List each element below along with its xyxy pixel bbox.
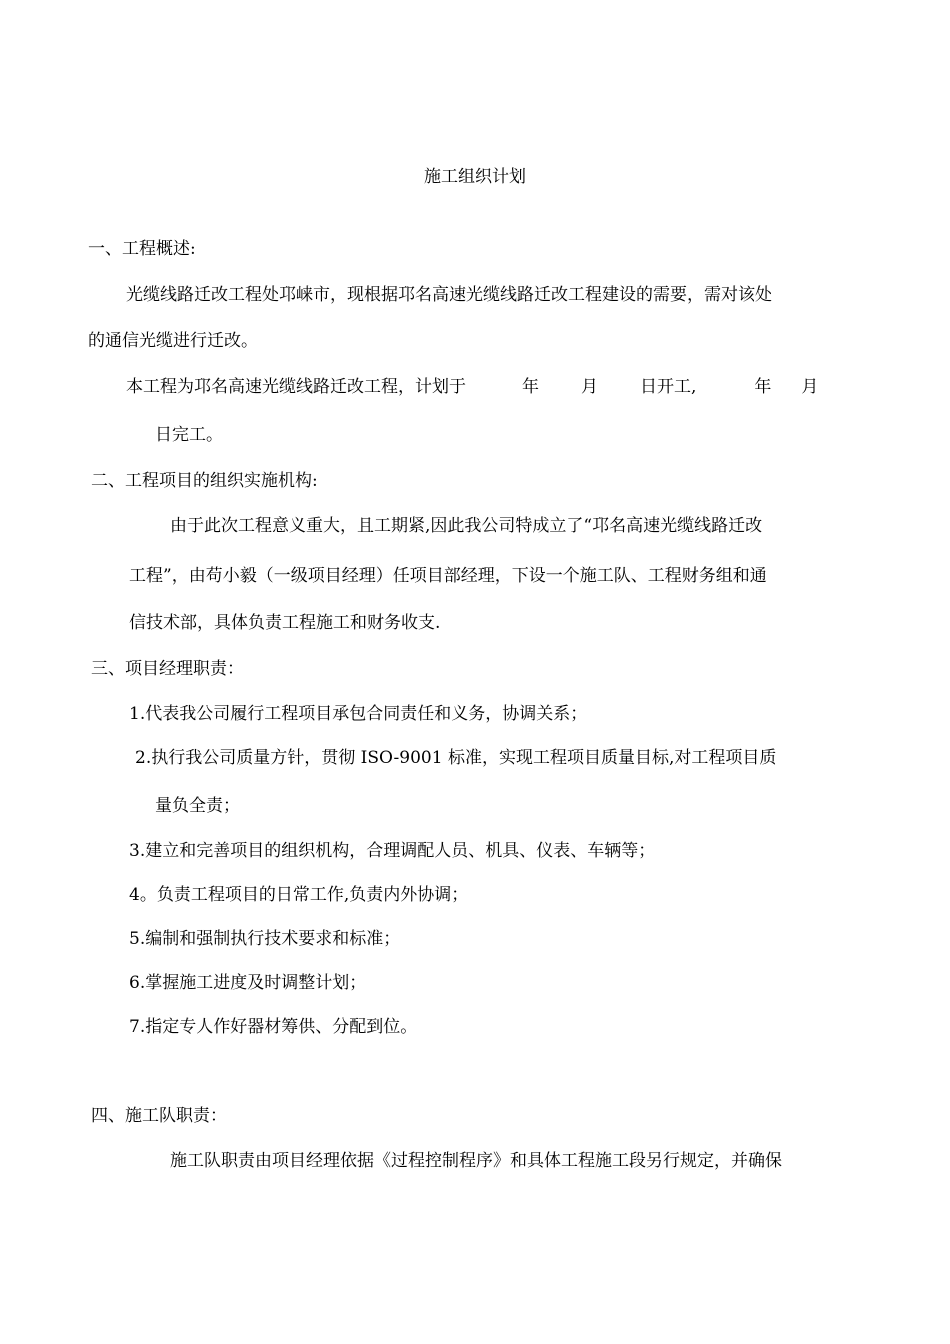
duty-item-6: 6.掌握施工进度及时调整计划； [129,973,367,993]
end-year-label: 年 [754,377,772,397]
section4-heading: 四、施工队职责： [91,1106,227,1126]
duty-item-5: 5.编制和强制执行技术要求和标准； [129,929,401,949]
section2-line1: 由于此次工程意义重大，且工期紧,因此我公司特成立了“邛名高速光缆线路迁改 [170,516,763,536]
section3-heading: 三、项目经理职责： [91,659,244,679]
section1-paragraph1-line2: 的通信光缆进行迁改。 [88,331,258,351]
section1-paragraph2-line1 [126,376,818,398]
duty-item-2-line2: 量负全责； [155,796,240,816]
duty-item-1: 1.代表我公司履行工程项目承包合同责任和义务，协调关系； [129,704,588,724]
duty-item-3: 3.建立和完善项目的组织机构，合理调配人员、机具、仪表、车辆等； [129,841,656,861]
section1-heading: 一、工程概述: [88,239,196,259]
duty-item-7: 7.指定专人作好器材筹供、分配到位。 [129,1017,418,1037]
duty-item-2-line1: 2.执行我公司质量方针，贯彻 ISO-9001 标准，实现工程项目质量目标,对工程项目质 [135,748,777,768]
section2-line2: 工程”，由苟小毅（一级项目经理）任项目部经理，下设一个施工队、工程财务组和通 [129,566,767,586]
page-title: 施工组织计划 [424,167,526,187]
section2-line3: 信技术部，具体负责工程施工和财务收支. [129,613,441,633]
section2-heading: 二、工程项目的组织实施机构: [91,471,318,491]
schedule-text: 本工程为邛名高速光缆线路迁改工程，计划于 [126,377,466,397]
section4-line1: 施工队职责由项目经理依据《过程控制程序》和具体工程施工段另行规定，并确保 [170,1151,782,1171]
start-month-label: 月 [581,377,598,397]
section1-paragraph1-line1: 光缆线路迁改工程处邛崃市，现根据邛名高速光缆线路迁改工程建设的需要，需对该处 [126,285,772,305]
start-year-label: 年 [522,377,539,397]
end-month-label: 月 [801,377,819,397]
section1-paragraph2-line2: 日完工。 [155,425,223,445]
duty-item-4: 4。负责工程项目的日常工作,负责内外协调； [129,885,469,905]
start-day-label: 日开工, [640,377,697,397]
